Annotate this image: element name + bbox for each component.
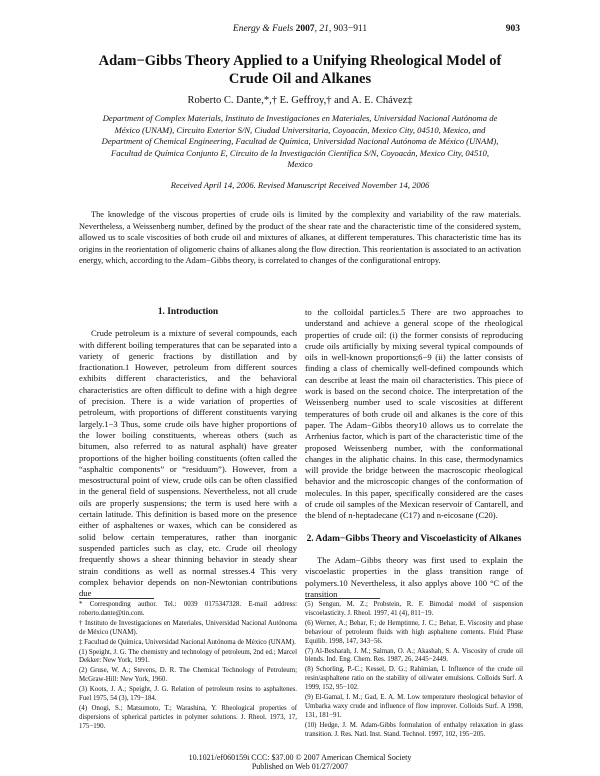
left-column xyxy=(79,307,297,599)
reference: (6) Werner, A.; Behar, F.; de Hemptinne, J. C.; Behar, E. Viscosity and phase behaviour of petroleum fluids with high asphaltene contents. Fluid Phase Equilib. 1998, 147, 343−56. xyxy=(305,619,523,645)
reference: (3) Koots, J. A.; Speight, J. G. Relation of petroleum resins to asphaltenes. Fuel 1975, 54 (3), 179−184. xyxy=(79,686,297,703)
page-number: 903 xyxy=(505,24,520,34)
received-dates: Received April 14, 2006. Revised Manuscript Received November 14, 2006 xyxy=(170,180,430,190)
journal-volume: 21 xyxy=(319,24,329,34)
right-column xyxy=(305,307,523,600)
article-title: Adam−Gibbs Theory Applied to a Unifying Rheological Model of Crude Oil and Alkanes xyxy=(98,53,502,87)
author-list: Roberto C. Dante,*,† E. Geffroy,† and A. E. Chávez‡ xyxy=(187,95,413,106)
footnote: * Corresponding author. Tel.: 0039 0175347328. E-mail address: roberto.dante@tin.com. xyxy=(79,601,297,617)
abstract xyxy=(79,209,521,267)
footnotes-left xyxy=(79,601,297,733)
reference: (5) Sengun, M. Z.; Probstein, R. F. Bimodal model of suspension viscoelasticity. J. Rheol. 1997, 41 (4), 811−19. xyxy=(305,601,523,617)
reference: (10) Hedge, J. M. Adam-Gibbs formulation of enthalpy relaxation in glass transition. J. Res. Natl. Inst. Stand. Technol. 1997, 102, 195−205. xyxy=(305,721,523,738)
intro-paragraph-left: Crude petroleum is a mixture of several compounds, each with different boiling temperatures that can be separated into a variety of generic fractions by distillation and by fractionation.1 However, petroleum from different sources exhibits different characteristics, and the behavioral characteristics are often difficult to define with a high degree of precision. There is a wide variation of properties of petroleum, with proportions of different constituents varying largely.1−3 Thus, some crude oils have higher proportions of the lower boiling constituents, whereas others (such as bitumen, also referred to as natural asphalt) have greater proportions of the higher boiling constituents (often called the “asphaltic components” or “residuum”). However, from a mesostructural point of view, crude oils can be often classified in the general field of suspensions. Nevertheless, not all crude oils are properly suspensions; the term is used here with a certain latitude. This definition is based more on the presence either of asphaltenes or waxes, which can be considered as solid below certain temperatures, rather than inorganic suspended particles such as clay, etc. Crude oil rheology frequently shows a shear thinning behavior in steady shear strain conditions as well as normal stresses.4 This very complex behavior depends on non-Newtonian contributions due xyxy=(79,328,297,599)
footnote: † Instituto de Investigaciones en Materiales, Universidad Nacional Autónoma de México (UNAM). xyxy=(79,619,297,636)
section-heading-adam-gibbs: 2. Adam−Gibbs Theory and Viscoelasticity of Alkanes xyxy=(306,533,522,544)
footer-published: Published on Web 01/27/2007 xyxy=(251,762,349,771)
reference: (8) Schorling, P.-C.; Kessel, D. G.; Rahimian, I. Influence of the crude oil resin/asphaltene ratio on the stability of oil/water emulsions. Colloids Surf. A 1999, 152, 95−102. xyxy=(305,666,523,692)
intro-paragraph-right: to the colloidal particles.5 There are two approaches to understand and achieve a general scope of the rheological properties of crude oil: (i) the former consists of reproducing crude oils artificially by mixing several typical compounds of oils in well-known proportions;6−9 (ii) the latter consists of finding a class of chemically well-defined compounds which can describe at least the main oil characteristics. This piece of work is based on the second choice. The interpretation of the Weissenberg number used to scale viscosities at different temperatures of both crude oil and alkanes is the core of this paper. The Adam−Gibbs theory10 allows us to correlate the Arrhenius factor, which is part of the characteristic time of the proposed Weissenberg number, with the conformational changes in the aliphatic chains. In this case, thermodynamics will provide the bridge between the macroscopic rheological behavior and the microscopic changes of the conformation of molecules. In this paper, specifically considered are the cases of crude oil samples of the Mexican reservoir of Cantarell, and the blend of n-heptadecane (C17) and n-eicosane (C20). xyxy=(305,307,523,521)
reference: (7) Al-Besharah, J. M.; Salman, O. A.; Akashah, S. A. Viscosity of crude oil blends. Ind. Eng. Chem. Res. 1987, 26, 2445−2449. xyxy=(305,647,523,664)
footnotes-right xyxy=(305,601,523,741)
reference: (1) Speight, J. G. The chemistry and technology of petroleum, 2nd ed.; Marcel Dekker: New York, 1991. xyxy=(79,648,297,665)
journal-year: 2007 xyxy=(295,24,315,34)
footer-doi: 10.1021/ef060159i CCC: $37.00 © 2007 American Chemical Society xyxy=(188,753,412,762)
section-heading-introduction: 1. Introduction xyxy=(157,307,219,317)
affiliations: Department of Complex Materials, Instituto de Investigaciones en Materiales, Universidad Nacional Autónoma de México (UNAM), Circuito Exterior S/N, Ciudad Universitaria, Coyoacán, Mexico City, 04510, Mexico, and Department of Chemical Engineering, Facultad de Química, Universidad Nacional Autónoma de México (UNAM), Facultad de Química Conjunto E, Circuito de la Investigación Científica S/N, Coyoacán, Mexico City, 04510, Mexico xyxy=(101,113,499,170)
running-header: Energy & Fuels 2007, 21, 903−911 xyxy=(232,24,368,34)
footnote-divider-right xyxy=(305,598,380,599)
reference: (4) Onogi, S.; Matsumoto, T.; Warashina, Y. Rheological properties of dispersions of spherical particles in polymer solutions. J. Rheol. 1973, 17, 175−190. xyxy=(79,704,297,730)
footnote-divider-left xyxy=(79,598,154,599)
journal-pages: 903−911 xyxy=(333,24,368,34)
footnote: ‡ Facultad de Química, Universidad Nacional Autónoma de México (UNAM). xyxy=(79,638,296,646)
abstract-text: The knowledge of the viscous properties of crude oils is limited by the complexity and variability of the raw materials. Nevertheless, a Weissenberg number, defined by the product of the shear rate and the characteristic time of the considered system, allowed us to scale viscosities of both crude oil and mixtures of alkanes, at different temperatures. This characteristic time has its origins in the reorientation of oligomeric chains of alkanes along the flow direction. This reorientation is associated to an activation energy, which, according to the Adam−Gibbs theory, is correlated to changes of the configurational entropy. xyxy=(79,210,521,265)
reference: (2) Gruse, W. A.; Stevens, D. R. The Chemical Technology of Petroleum; McGraw-Hill: New York, 1960. xyxy=(79,667,297,684)
journal-name: Energy & Fuels xyxy=(232,24,294,34)
reference: (9) El-Gamal, I. M.; Gad, E. A. M. Low temperature rheological behavior of Umbarka waxy crude and influence of flow improver. Colloids Surf. A 1998, 131, 181−91. xyxy=(305,694,523,719)
section2-paragraph: The Adam−Gibbs theory was first used to explain the viscoelastic properties in the glass transition range of polymers.10 Nevertheless, it also applys above 100 °C of the transition xyxy=(305,554,523,599)
